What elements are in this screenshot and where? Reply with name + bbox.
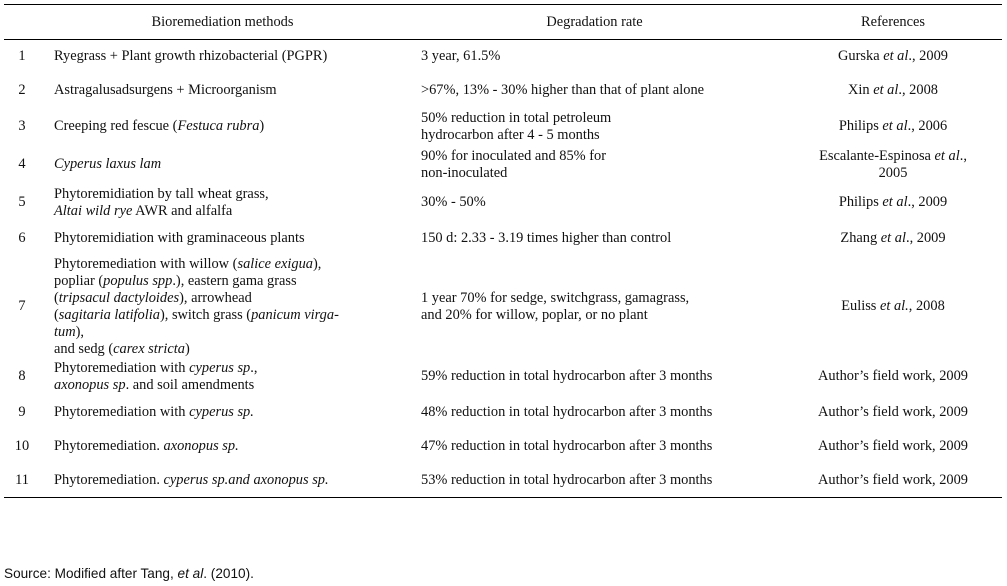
row-reference: Philips et al., 2009 [838,194,948,210]
row-method: Phytoremediation with cyperus sp. [54,404,254,420]
row-reference: Author’s field work, 2009 [817,368,969,384]
row-rate: 3 year, 61.5% [421,48,501,65]
row-method: Cyperus laxus lam [54,156,162,172]
row-rate: 90% for inoculated and 85% for non-inoculated [421,147,607,181]
row-number: 1 [18,48,26,65]
row-rate: 59% reduction in total hydrocarbon after 3 months [421,368,713,384]
row-reference: Gurska et al., 2009 [838,48,948,65]
header-method: Bioremediation methods [40,5,405,40]
row-method: Ryegrass + Plant growth rhizobacterial (PGPR) [54,48,328,65]
table-header-row [4,5,1002,40]
table-row [4,430,1002,464]
table-row [4,464,1002,498]
table-row [4,222,1002,256]
header-rate: Degradation rate [405,5,784,40]
row-method: Astragalusadsurgens + Microorganism [54,82,277,98]
row-method: Phytoremidiation with graminaceous plants [54,230,305,246]
row-rate: 1 year 70% for sedge, switchgrass, gamagrass, and 20% for willow, poplar, or no plant [421,289,690,323]
bioremediation-table [4,4,1002,498]
row-method: Phytoremediation. cyperus sp.and axonopus sp. [40,464,405,498]
row-rate: 30% - 50% [421,194,486,210]
table-row [4,396,1002,430]
source-note: Source: Modified after Tang, et al. (2010). [4,566,254,581]
table-row [4,74,1002,108]
row-reference: Author’s field work, 2009 [817,404,969,420]
row-method: Phytoremediation. axonopus sp. [54,438,239,454]
header-references: References [784,5,1002,40]
row-number: 11 [4,464,40,498]
row-number: 5 [18,194,26,210]
row-reference: Zhang et al., 2009 [840,230,946,246]
row-reference: Escalante-Espinosa et al., 2005 [819,147,967,181]
header-number [4,5,40,40]
row-method: Phytoremidiation by tall wheat grass, Altai wild rye AWR and alfalfa [54,185,269,219]
row-reference: Author’s field work, 2009 [817,438,969,454]
table-row [4,184,1002,222]
row-number: 2 [18,82,26,98]
row-reference: Philips et al., 2006 [838,118,948,134]
row-rate: 50% reduction in total petroleum hydrocarbon after 4 - 5 months [421,109,612,143]
row-number: 6 [18,230,26,246]
row-number: 8 [18,368,26,384]
table-body [4,40,1002,498]
row-rate: 53% reduction in total hydrocarbon after 3 months [405,464,784,498]
row-rate: 150 d: 2.33 - 3.19 times higher than control [421,230,672,246]
table-row [4,256,1002,358]
table-row [4,108,1002,146]
row-reference: Euliss et al., 2008 [841,298,945,314]
row-number: 3 [18,118,26,134]
row-number: 9 [18,404,26,420]
row-method: Phytoremediation with willow (salice exigua), popliar (populus spp.), eastern gama grass (tripsacul dactyloides), arrowhead (sagitaria latifolia), switch grass (panicum virga- tum), and sedg (carex stricta) [54,255,339,357]
row-number: 4 [18,156,26,172]
row-method: Phytoremediation with cyperus sp., axonopus sp. and soil amendments [54,359,258,393]
row-method: Creeping red fescue (Festuca rubra) [54,118,265,134]
row-rate: 47% reduction in total hydrocarbon after 3 months [421,438,713,454]
row-number: 10 [14,438,30,454]
row-reference: Author’s field work, 2009 [784,464,1002,498]
row-rate: >67%, 13% - 30% higher than that of plant alone [421,82,705,98]
row-reference: Xin et al., 2008 [848,82,938,98]
table-row [4,40,1002,74]
row-number: 7 [18,298,26,314]
table-row [4,358,1002,396]
table-row [4,146,1002,184]
row-rate: 48% reduction in total hydrocarbon after 3 months [421,404,713,420]
